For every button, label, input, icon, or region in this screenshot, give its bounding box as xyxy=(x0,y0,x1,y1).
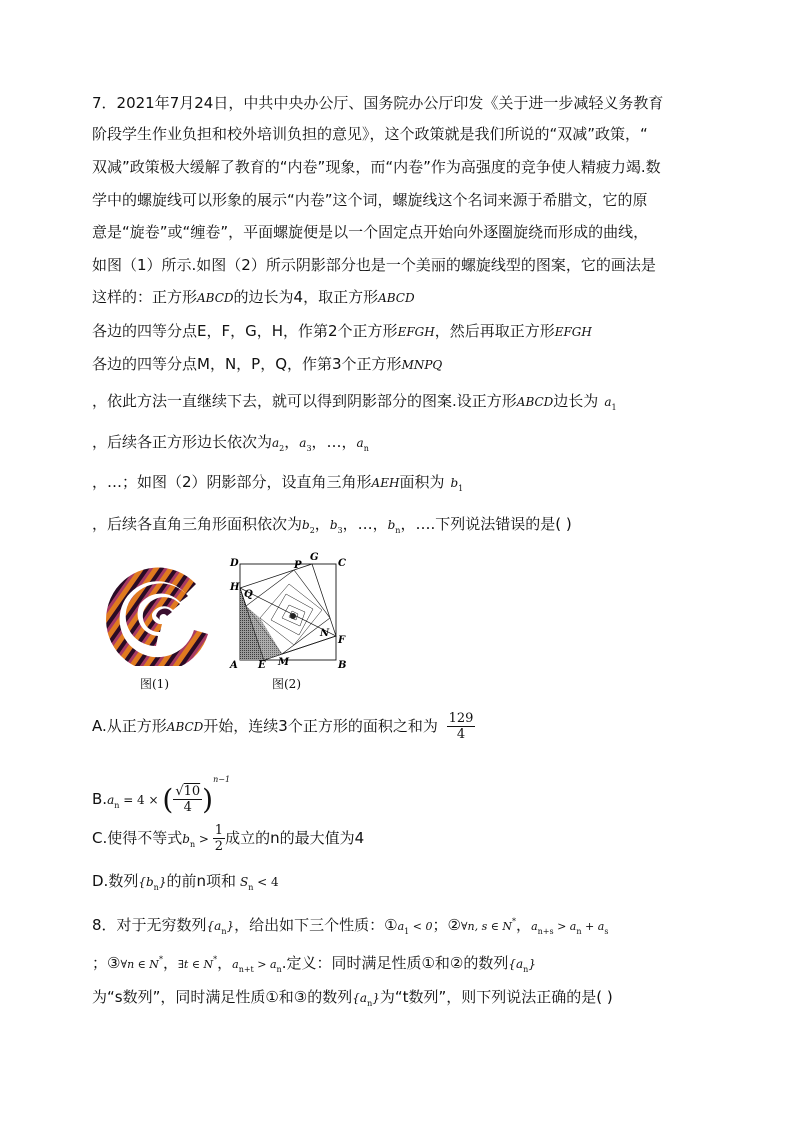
q7-line-9: 各边的四等分点M，N，P，Q，作第3个正方形MNPQ xyxy=(92,355,443,373)
option-b: $B.a_n = 4$ × ( $\frac{√10}{4}$ )$^{n-1}$ xyxy=(92,775,231,816)
option-a: A.从正方形ABCD开始，连续3个正方形的面积之和为 $\frac{129}{4}$ xyxy=(92,711,474,742)
label-B: B xyxy=(338,660,347,670)
nested-squares-figure xyxy=(226,552,354,670)
q7-line-11: ，后续各正方形边长依次为$a_2$，$a_3$，…，$a_n$ xyxy=(92,433,369,453)
spiral-graphic xyxy=(96,554,222,666)
q7-line-13: ，后续各直角三角形面积依次为$b_2$，$b_3$，…，$b_n$，….下列说法错误的是( ) xyxy=(92,515,572,535)
label-M: M xyxy=(278,657,290,668)
label-A: A xyxy=(230,660,238,670)
q7-line-2: 阶段学生作业负担和校外培训负担的意见》，这个政策就是我们所说的“双减”政策，“ xyxy=(92,125,648,143)
option-d: D.数列$\{b_n\}$的前n项和 $S_n < 4$ xyxy=(92,872,279,892)
label-P: P xyxy=(294,560,302,571)
q7-line-10: ，依此方法一直继续下去，就可以得到阴影部分的图案.设正方形ABCD边长为 $a_1$ xyxy=(92,392,617,412)
figure-1-caption: 图(1) xyxy=(140,677,169,691)
label-H: H xyxy=(230,582,240,593)
q7-line-6: 如图（1）所示.如图（2）所示阴影部分也是一个美丽的螺旋线型的图案，它的画法是 xyxy=(92,256,656,274)
q7-line-7: 这样的：正方形ABCD的边长为4，取正方形ABCD xyxy=(92,288,415,306)
q7-line-12: ，…；如图（2）阴影部分，设直角三角形AEH面积为 $b_1$ xyxy=(92,473,464,493)
figure-2-caption: 图(2) xyxy=(272,677,301,691)
q8-line-2: ；③∀n ∈ N*，∃t ∈ N*，$a_{n+t} > a_n$.定义：同时满足性质①和②的数列$\{a_n\}$ xyxy=(92,954,536,974)
label-C: C xyxy=(338,558,346,569)
nested-squares-graphic xyxy=(226,552,354,670)
label-D: D xyxy=(230,558,239,569)
label-Q: Q xyxy=(244,589,253,600)
q8-line-3: 为“s数列”，同时满足性质①和③的数列$\{a_n\}$为“t数列”，则下列说法正确的是( ) xyxy=(92,988,613,1008)
option-c: C.使得不等式$b_n$ > $\frac{1}{2}$ 成立的n的最大值为4 xyxy=(92,823,365,854)
label-G: G xyxy=(310,552,319,563)
q7-line-1: 7．2021年7月24日，中共中央办公厅、国务院办公厅印发《关于进一步减轻义务教育 xyxy=(92,94,664,112)
q7-line-8: 各边的四等分点E，F，G，H，作第2个正方形EFGH，然后再取正方形EFGH xyxy=(92,322,592,340)
q7-line-5: 意是“旋卷”或“缠卷”，平面螺旋便是以一个固定点开始向外逐圈旋绕而形成的曲线， xyxy=(92,223,649,241)
label-N: N xyxy=(320,628,330,639)
q7-line-3: 双减”政策极大缓解了教育的“内卷”现象，而“内卷”作为高强度的竞争使人精疲力竭.数 xyxy=(92,158,661,176)
spiral-figure xyxy=(96,554,222,666)
q8-line-1: 8．对于无穷数列$\{a_n\}$，给出如下三个性质：$①a_1 < 0$；②∀n, s ∈ N*，$a_{n+s} > a_n + a_s$ xyxy=(92,916,609,936)
label-F: F xyxy=(338,635,346,646)
label-E: E xyxy=(258,660,266,670)
q7-line-4: 学中的螺旋线可以形象的展示“内卷”这个词，螺旋线这个名词来源于希腊文，它的原 xyxy=(92,191,648,209)
